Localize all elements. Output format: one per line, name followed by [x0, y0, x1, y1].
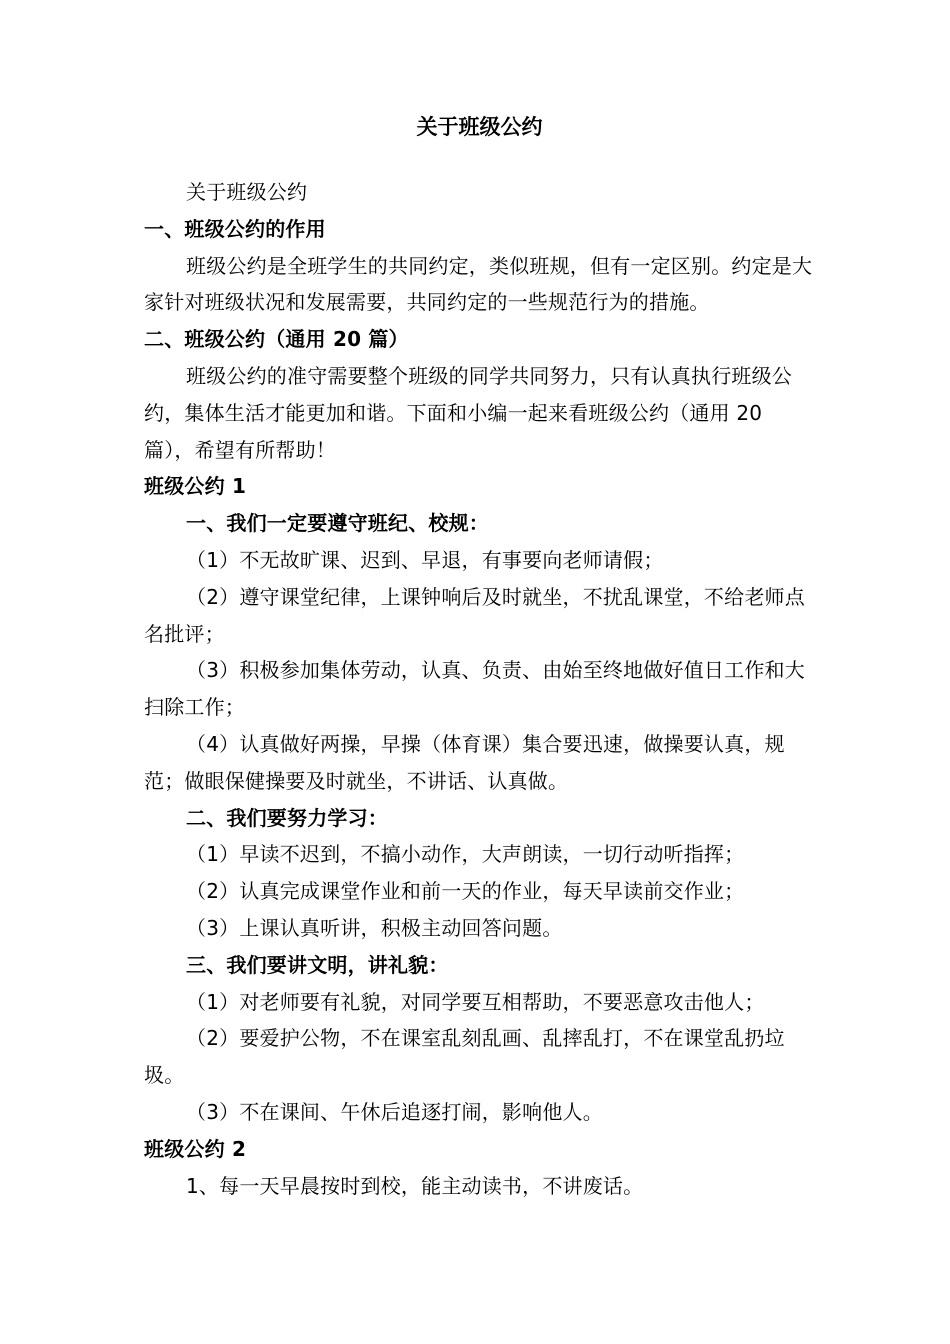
paragraph: 1、每一天早晨按时到校，能主动读书，不讲废话。	[186, 1173, 644, 1198]
paragraph: （2）遵守课堂纪律，上课钟响后及时就坐，不扰乱课堂，不给老师点名批评；	[144, 584, 805, 646]
section-heading: 班级公约 2	[144, 1136, 247, 1161]
section-heading: 三、我们要讲文明，讲礼貌：	[186, 952, 449, 977]
document-title: 关于班级公约	[416, 115, 543, 139]
paragraph: 班级公约的准守需要整个班级的同学共同努力，只有认真执行班级公约，集体生活才能更加和谐。下面和小编一起来看班级公约（通用 20 篇），希望有所帮助！	[144, 363, 792, 462]
section-heading: 一、班级公约的作用	[144, 216, 326, 241]
section-heading: 二、班级公约（通用 20 篇）	[144, 327, 409, 352]
paragraph: （1）早读不迟到，不搞小动作，大声朗读，一切行动听指挥；	[186, 842, 745, 867]
paragraph: 关于班级公约	[186, 180, 308, 204]
paragraph: （3）上课认真听讲，积极主动回答问题。	[186, 915, 563, 940]
paragraph: 班级公约是全班学生的共同约定，类似班规，但有一定区别。约定是大家针对班级状况和发展需要，共同约定的一些规范行为的措施。	[144, 253, 813, 315]
paragraph: （2）认真完成课堂作业和前一天的作业，每天早读前交作业；	[186, 879, 745, 904]
paragraph: （1）对老师要有礼貌，对同学要互相帮助，不要恶意攻击他人；	[186, 989, 765, 1014]
paragraph: （3）积极参加集体劳动，认真、负责、由始至终地做好值日工作和大扫除工作；	[144, 658, 805, 720]
section-heading: 一、我们一定要遵守班纪、校规：	[186, 511, 489, 536]
paragraph: （2）要爱护公物，不在课室乱刻乱画、乱摔乱打，不在课堂乱扔垃圾。	[144, 1026, 785, 1088]
document-body	[144, 174, 815, 1204]
paragraph: （4）认真做好两操，早操（体育课）集合要迅速，做操要认真，规范；做眼保健操要及时就坐，不讲话、认真做。	[144, 731, 785, 793]
paragraph: （3）不在课间、午休后追逐打闹，影响他人。	[186, 1099, 603, 1124]
section-heading: 班级公约 1	[144, 474, 247, 499]
paragraph: （1）不无故旷课、迟到、早退，有事要向老师请假；	[186, 547, 664, 572]
section-heading: 二、我们要努力学习：	[186, 805, 388, 830]
